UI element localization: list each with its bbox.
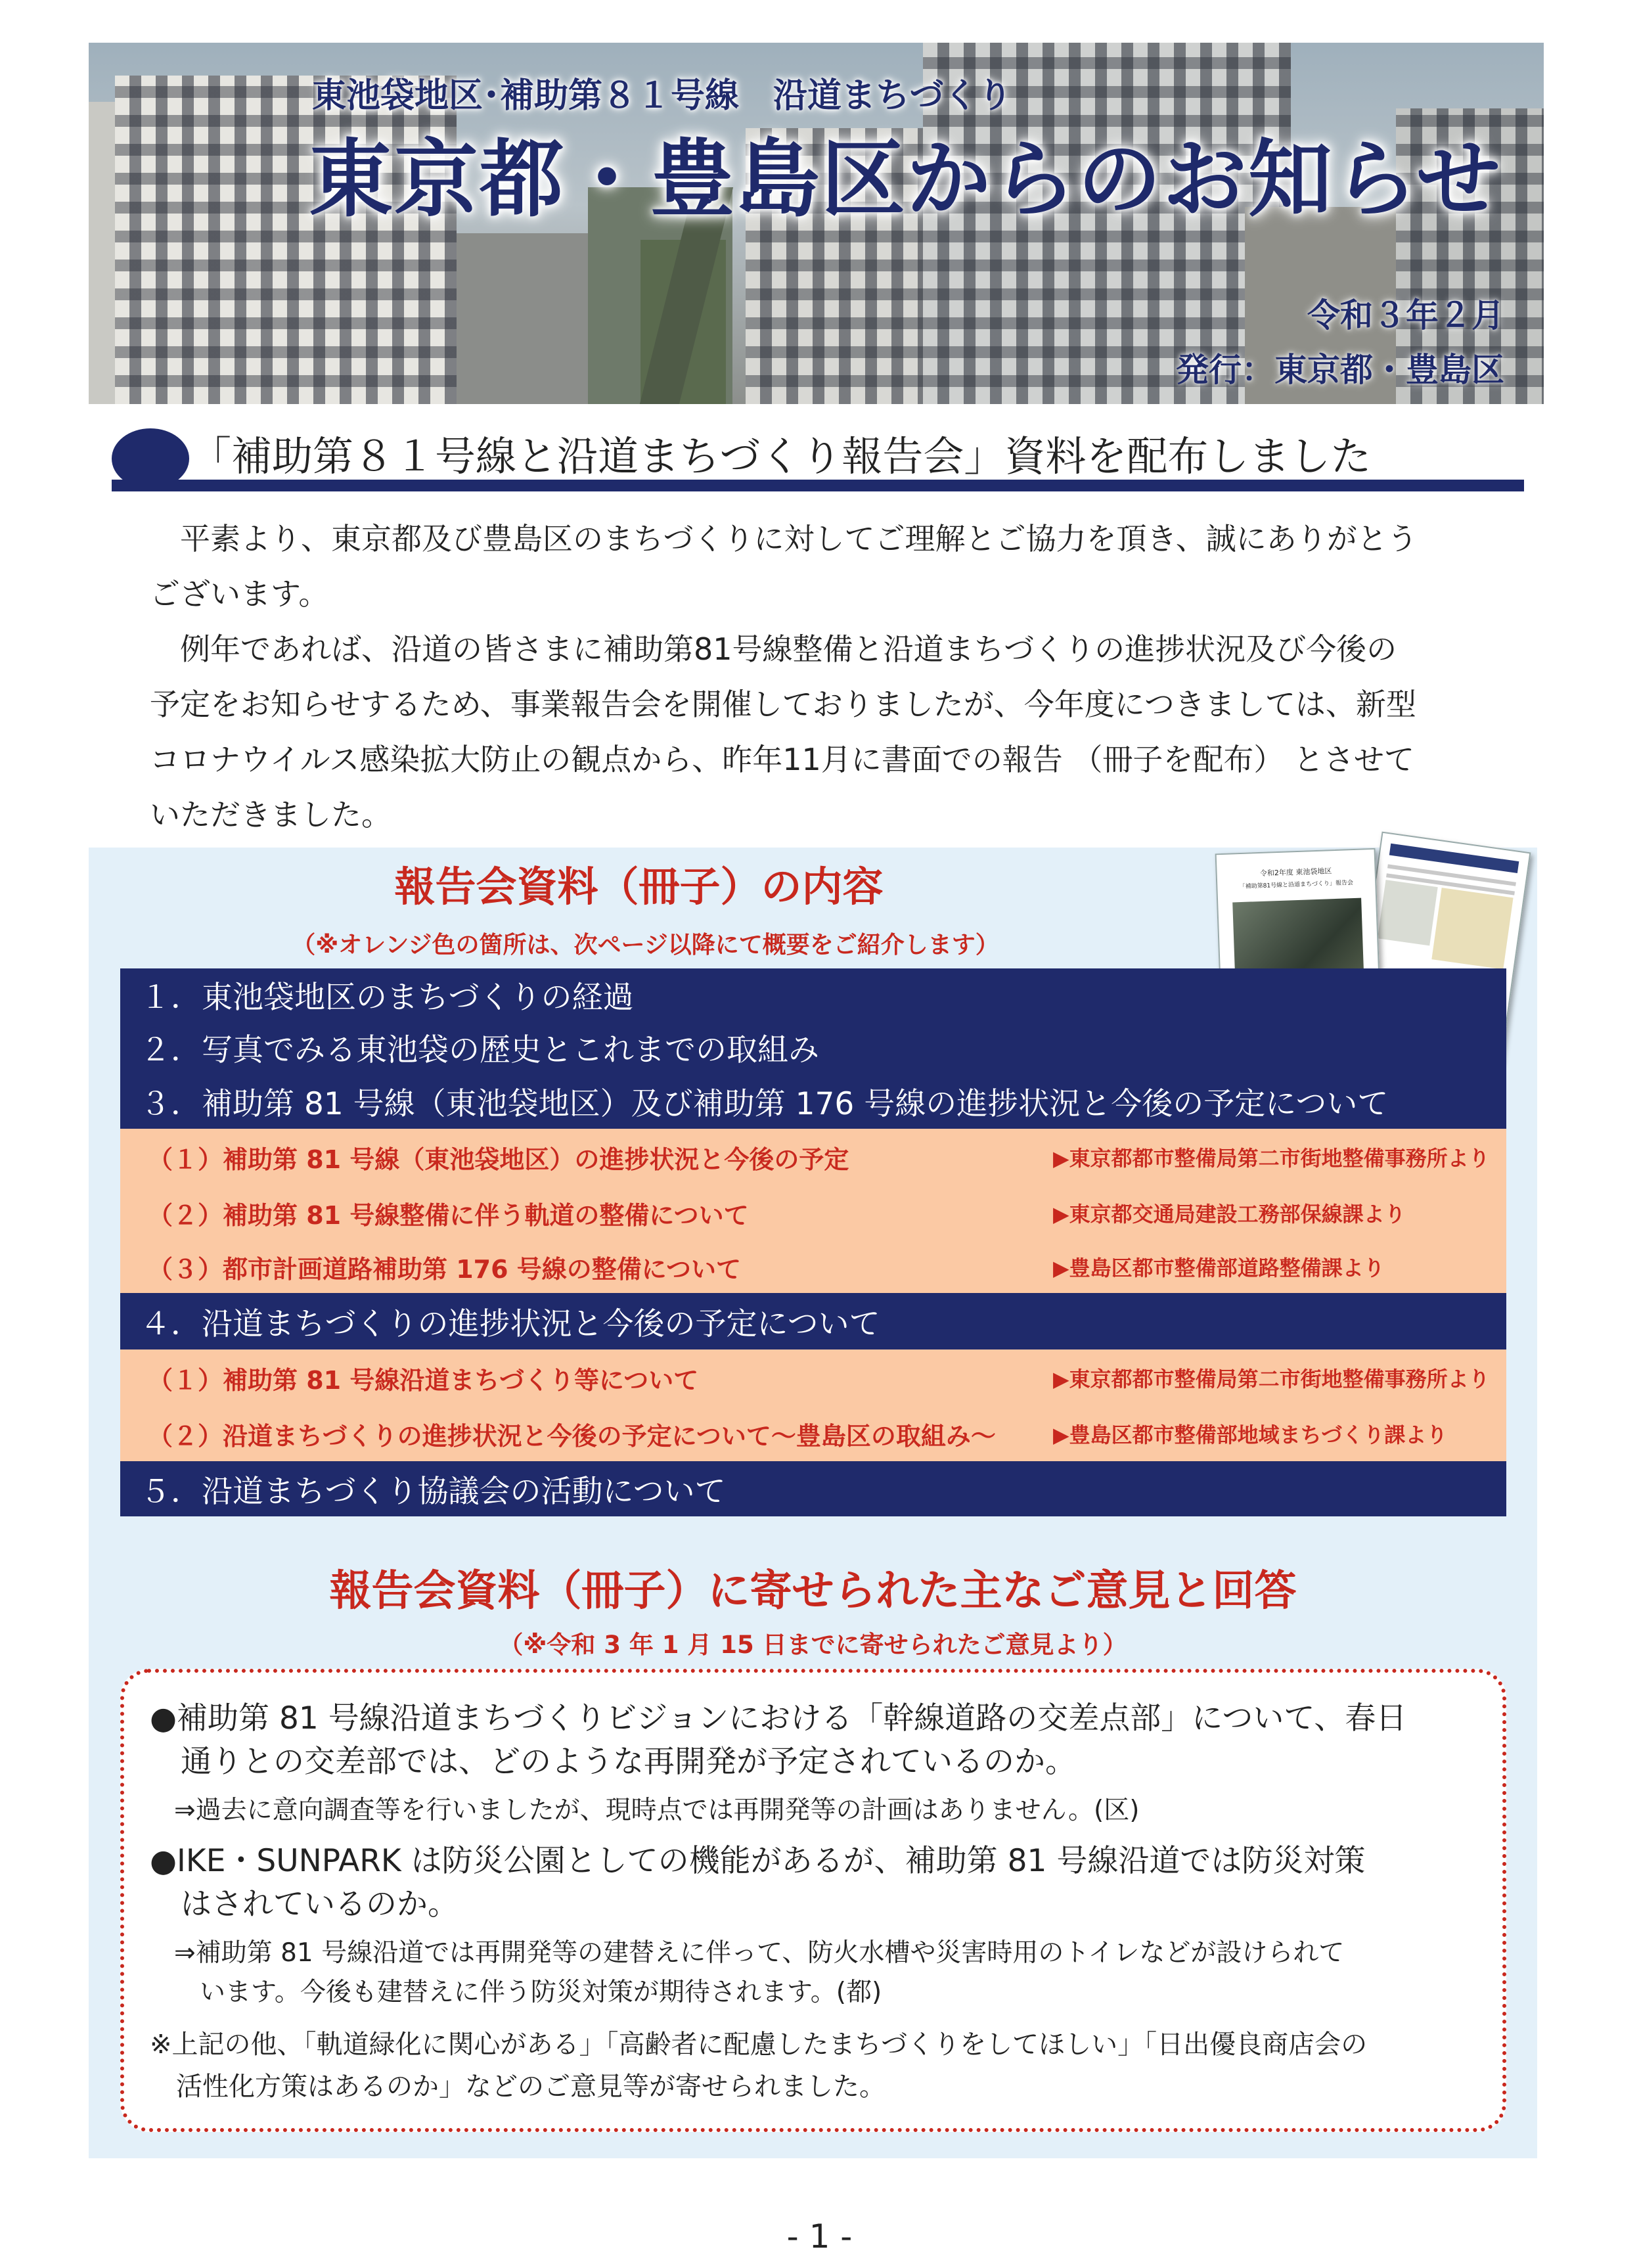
- contents-item-3: [120, 1074, 1506, 1129]
- intro-paragraph-2: [150, 622, 1503, 842]
- opinion-line: ⇒補助第 81 号線沿道では再開発等の建替えに伴って、防火水槽や災害時用のトイレなどが設けられて: [174, 1938, 1345, 1968]
- contents-subitem-label: （１）補助第 81 号線沿道まちづくり等について: [148, 1365, 699, 1395]
- intro-line: 例年であれば、沿道の皆さまに補助第81号線整備と沿道まちづくりの進捗状況及び今後の: [180, 631, 1397, 667]
- contents-item-label: ３．補助第 81 号線（東池袋地区）及び補助第 176 号線の進捗状況と今後の予定について: [140, 1085, 1389, 1122]
- opinion-line: います。今後も建替えに伴う防災対策が期待されます。(都): [174, 1978, 882, 2007]
- contents-item-2: [120, 1021, 1506, 1074]
- contents-subitem-3-3: [120, 1240, 1506, 1293]
- contents-subitem-source: ▶豊島区都市整備部道路整備課より: [1053, 1256, 1385, 1281]
- opinion-question-2: [150, 1840, 1490, 1926]
- contents-subitem-3-1: [120, 1129, 1506, 1185]
- opinion-other-note: [150, 2024, 1490, 2108]
- contents-subitem-source: ▶東京都交通局建設工務部保線課より: [1053, 1202, 1406, 1227]
- opinion-answer-1: ⇒過去に意向調査等を行いましたが、現時点では再開発等の計画はありません。(区): [174, 1796, 1140, 1825]
- contents-subitem-label: （２）沿道まちづくりの進捗状況と今後の予定について～豊島区の取組み～: [148, 1421, 996, 1451]
- intro-line: 予定をお知らせするため、事業報告会を開催しておりましたが、今年度につきましては、新型: [150, 687, 1416, 722]
- opinion-line: ●補助第 81 号線沿道まちづくりビジョンにおける「幹線道路の交差点部」について、春日: [150, 1700, 1407, 1736]
- booklet-cover-line: 「補助第81号線と沿道まちづくり」報告会: [1239, 880, 1354, 891]
- contents-subitem-4-2: [120, 1406, 1506, 1461]
- opinion-line: 通りとの交差部では、どのような再開発が予定されているのか。: [150, 1744, 1076, 1780]
- contents-subitem-4-1: [120, 1349, 1506, 1406]
- header-kicker: 東池袋地区･補助第８１号線 沿道まちづくり: [312, 76, 1012, 116]
- contents-subitem-source: ▶東京都都市整備局第二市街地整備事務所より: [1053, 1146, 1490, 1171]
- contents-subitem-label: （１）補助第 81 号線（東池袋地区）の進捗状況と今後の予定: [148, 1145, 849, 1174]
- intro-line: ございます。: [150, 576, 329, 612]
- contents-item-label: １．東池袋地区のまちづくりの経過: [140, 979, 634, 1016]
- contents-item-4: [120, 1293, 1506, 1349]
- header-date: 令和３年２月: [1307, 296, 1504, 334]
- contents-subitem-source: ▶豊島区都市整備部地域まちづくり課より: [1053, 1422, 1448, 1447]
- opinion-answer-2: [174, 1934, 1488, 2012]
- contents-note: （※オレンジ色の箇所は、次ページ以降にて概要をご紹介します）: [292, 932, 999, 959]
- opinion-line: 活性化方策はあるのか」などのご意見等が寄せられました。: [150, 2072, 886, 2102]
- section-heading: 「補助第８１号線と沿道まちづくり報告会」資料を配布しました: [191, 432, 1372, 480]
- contents-item-label: ２．写真でみる東池袋の歴史とこれまでの取組み: [140, 1032, 819, 1068]
- intro-line: コロナウイルス感染拡大防止の観点から、昨年11月に書面での報告 （冊子を配布） とさせて: [150, 742, 1415, 777]
- contents-title: 報告会資料（冊子）の内容: [394, 863, 884, 911]
- contents-item-label: ４．沿道まちづくりの進捗状況と今後の予定について: [140, 1305, 880, 1342]
- header-title: 東京都・豊島区からのお知らせ: [309, 131, 1502, 229]
- contents-item-5: [120, 1461, 1506, 1516]
- intro-paragraph-1: [150, 511, 1503, 622]
- opinion-line: ●IKE・SUNPARK は防災公園としての機能があるが、補助第 81 号線沿道では防災対策: [150, 1843, 1366, 1879]
- intro-line: 平素より、東京都及び豊島区のまちづくりに対してご理解とご協力を頂き、誠にありがとう: [180, 521, 1418, 556]
- contents-subitem-label: （２）補助第 81 号線整備に伴う軌道の整備について: [148, 1200, 749, 1230]
- contents-item-1: [120, 968, 1506, 1021]
- contents-subitem-label: （３）都市計画道路補助第 176 号線の整備について: [148, 1254, 742, 1284]
- contents-item-label: ５．沿道まちづくり協議会の活動について: [140, 1473, 726, 1510]
- intro-line: いただきました。: [150, 797, 392, 832]
- opinion-line: はされているのか。: [150, 1886, 459, 1922]
- opinions-note: （※令和 3 年 1 月 15 日までに寄せられたご意見より）: [499, 1631, 1127, 1659]
- contents-subitem-source: ▶東京都都市整備局第二市街地整備事務所より: [1053, 1367, 1490, 1392]
- opinions-title: 報告会資料（冊子）に寄せられた主なご意見と回答: [329, 1567, 1297, 1616]
- opinion-line: ※上記の他、「軌道緑化に関心がある」「高齢者に配慮したまちづくりをしてほしい」「日出優良商店会の: [150, 2030, 1368, 2060]
- booklet-cover-line: 令和2年度 東池袋地区: [1259, 867, 1332, 878]
- opinion-question-1: [150, 1697, 1490, 1784]
- header-banner: [89, 43, 1544, 404]
- header-publisher: 発行：東京都・豊島区: [1176, 351, 1504, 389]
- page-number: - 1 -: [786, 2217, 853, 2256]
- contents-subitem-3-2: [120, 1185, 1506, 1240]
